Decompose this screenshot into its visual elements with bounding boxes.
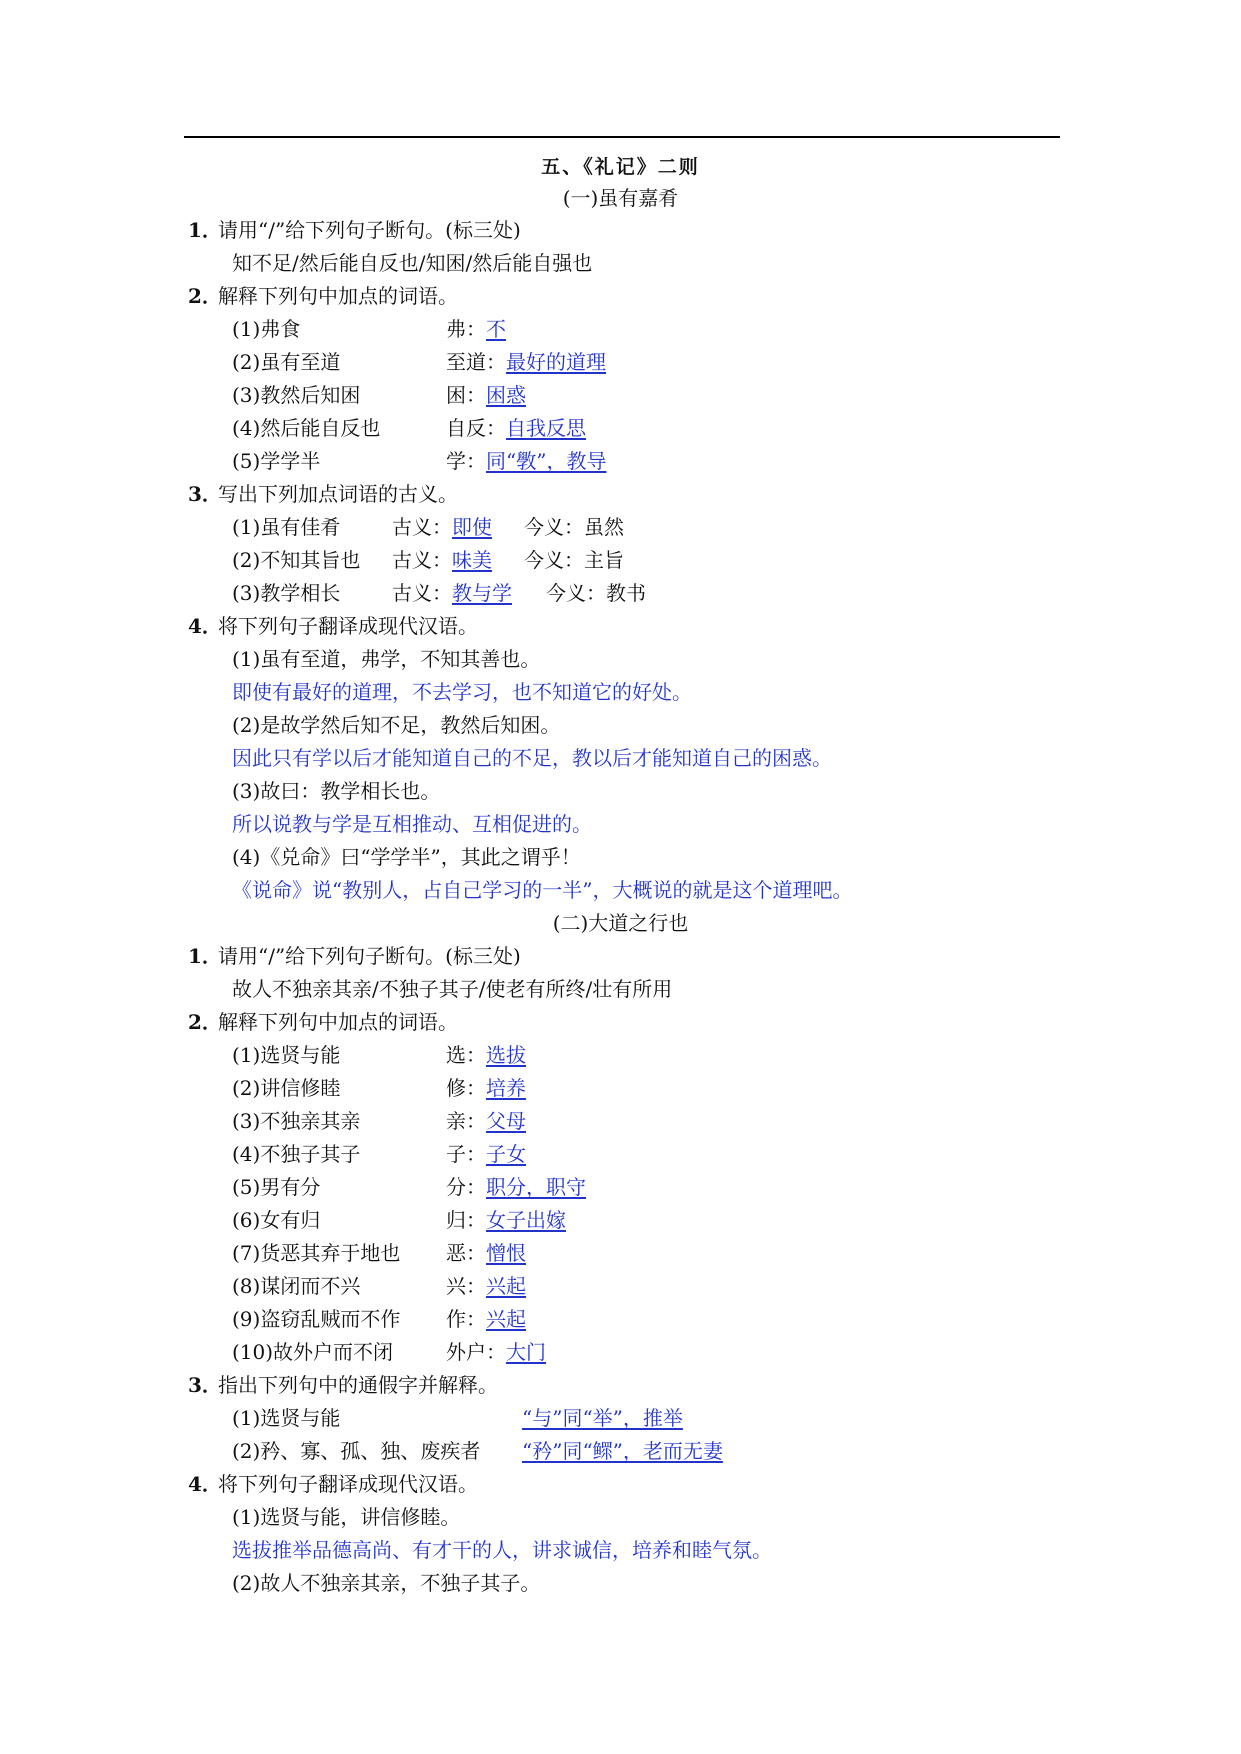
source-sentence: (1)选贤与能，讲信修睦。 bbox=[232, 1505, 461, 1529]
source-sentence: (1)虽有至道，弗学，不知其善也。 bbox=[232, 647, 541, 671]
item-phrase: (4)然后能自反也 bbox=[232, 416, 381, 440]
answer-text: 培养 bbox=[486, 1076, 526, 1100]
item-phrase: (7)货恶其弃于地也 bbox=[232, 1241, 401, 1265]
item-definition: 分：职分，职守 bbox=[446, 1175, 586, 1199]
answer-text: 因此只有学以后才能知道自己的不足，教以后才能知道自己的困惑。 bbox=[232, 746, 832, 770]
item-definition: 困：困惑 bbox=[446, 383, 526, 407]
question-number: 2． bbox=[188, 284, 222, 308]
item-phrase: (10)故外户而不闭 bbox=[232, 1340, 394, 1364]
item-definition: 弗：不 bbox=[446, 317, 506, 341]
answer-text: 味美 bbox=[452, 548, 492, 572]
answer-text: 教与学 bbox=[452, 581, 512, 605]
source-sentence: (2)故人不独亲其亲，不独子其子。 bbox=[232, 1571, 541, 1595]
item-definition: 选：选拔 bbox=[446, 1043, 526, 1067]
item-phrase: (1)弗食 bbox=[232, 317, 301, 341]
source-sentence: (2)是故学然后知不足，教然后知困。 bbox=[232, 713, 561, 737]
question-prompt: 将下列句子翻译成现代汉语。 bbox=[218, 1472, 478, 1496]
item-jin: 今义：虽然 bbox=[524, 515, 624, 539]
answer-text: “矜”同“鳏”，老而无妻 bbox=[522, 1439, 723, 1463]
answer-text: “与”同“举”，推举 bbox=[522, 1406, 683, 1430]
item-definition: 作：兴起 bbox=[446, 1307, 526, 1331]
source-sentence: (4)《兑命》曰“学学半”，其此之谓乎！ bbox=[232, 845, 581, 869]
item-gu: 古义：即使 bbox=[392, 515, 492, 539]
section-heading-1: (一)虽有嘉肴 bbox=[562, 186, 679, 210]
answer-text: 选拔推举品德高尚、有才干的人，讲求诚信，培养和睦气氛。 bbox=[232, 1538, 772, 1562]
item-phrase: (8)谋闭而不兴 bbox=[232, 1274, 361, 1298]
item-phrase: (9)盗窃乱贼而不作 bbox=[232, 1307, 401, 1331]
answer-text: 憎恨 bbox=[486, 1241, 526, 1265]
question-number: 2． bbox=[188, 1010, 222, 1034]
item-phrase: (3)教然后知困 bbox=[232, 383, 361, 407]
item-phrase: (1)虽有佳肴 bbox=[232, 515, 341, 539]
item-gu: 古义：教与学 bbox=[392, 581, 512, 605]
answer-text: 故人不独亲其亲/不独子其子/使老有所终/壮有所用 bbox=[232, 977, 673, 1001]
question-prompt: 指出下列句中的通假字并解释。 bbox=[218, 1373, 498, 1397]
page-title: 五、《礼记》二则 bbox=[541, 156, 700, 178]
question-prompt: 解释下列句中加点的词语。 bbox=[218, 1010, 458, 1034]
item-phrase: (3)不独亲其亲 bbox=[232, 1109, 361, 1133]
item-phrase: (3)教学相长 bbox=[232, 581, 341, 605]
item-definition: 子：子女 bbox=[446, 1142, 526, 1166]
item-definition: 兴：兴起 bbox=[446, 1274, 526, 1298]
item-phrase: (2)矜、寡、孤、独、废疾者 bbox=[232, 1439, 481, 1463]
answer-text: 《说命》说“教别人，占自己学习的一半”，大概说的就是这个道理吧。 bbox=[232, 878, 853, 902]
question-prompt: 请用“/”给下列句子断句。(标三处) bbox=[218, 218, 521, 242]
item-definition: 亲：父母 bbox=[446, 1109, 526, 1133]
item-jin: 今义：主旨 bbox=[524, 548, 624, 572]
question-number: 3． bbox=[188, 1373, 222, 1397]
question-number: 4． bbox=[188, 614, 222, 638]
answer-text: 自我反思 bbox=[506, 416, 586, 440]
item-definition: 学：同“斆”，教导 bbox=[446, 449, 607, 473]
item-phrase: (6)女有归 bbox=[232, 1208, 321, 1232]
answer-text: 困惑 bbox=[486, 383, 526, 407]
section-heading-2: (二)大道之行也 bbox=[552, 911, 689, 935]
question-prompt: 请用“/”给下列句子断句。(标三处) bbox=[218, 944, 521, 968]
top-rule bbox=[184, 136, 1060, 138]
item-definition: 外户：大门 bbox=[446, 1340, 546, 1364]
question-number: 1． bbox=[188, 944, 222, 968]
answer-text: 选拔 bbox=[486, 1043, 526, 1067]
question-number: 4． bbox=[188, 1472, 222, 1496]
item-phrase: (1)选贤与能 bbox=[232, 1043, 341, 1067]
answer-text: 即使有最好的道理，不去学习，也不知道它的好处。 bbox=[232, 680, 692, 704]
answer-text: 同“斆”，教导 bbox=[486, 449, 607, 473]
item-phrase: (5)学学半 bbox=[232, 449, 321, 473]
source-sentence: (3)故曰：教学相长也。 bbox=[232, 779, 441, 803]
question-number: 3． bbox=[188, 482, 222, 506]
answer-text: 不 bbox=[486, 317, 506, 341]
answer-text: 子女 bbox=[486, 1142, 526, 1166]
item-phrase: (1)选贤与能 bbox=[232, 1406, 341, 1430]
question-prompt: 写出下列加点词语的古义。 bbox=[218, 482, 458, 506]
item-phrase: (5)男有分 bbox=[232, 1175, 321, 1199]
answer-text: 兴起 bbox=[486, 1307, 526, 1331]
item-phrase: (4)不独子其子 bbox=[232, 1142, 361, 1166]
item-definition: 恶：憎恨 bbox=[446, 1241, 526, 1265]
answer-text: 知不足/然后能自反也/知困/然后能自强也 bbox=[232, 251, 593, 275]
item-definition: 自反：自我反思 bbox=[446, 416, 586, 440]
item-phrase: (2)讲信修睦 bbox=[232, 1076, 341, 1100]
question-number: 1． bbox=[188, 218, 222, 242]
answer-text: 兴起 bbox=[486, 1274, 526, 1298]
item-gu: 古义：味美 bbox=[392, 548, 492, 572]
answer-text: 父母 bbox=[486, 1109, 526, 1133]
answer-text: 所以说教与学是互相推动、互相促进的。 bbox=[232, 812, 592, 836]
item-definition: 至道：最好的道理 bbox=[446, 350, 606, 374]
question-prompt: 将下列句子翻译成现代汉语。 bbox=[218, 614, 478, 638]
question-prompt: 解释下列句中加点的词语。 bbox=[218, 284, 458, 308]
item-phrase: (2)虽有至道 bbox=[232, 350, 341, 374]
item-definition: 归：女子出嫁 bbox=[446, 1208, 566, 1232]
item-jin: 今义：教书 bbox=[546, 581, 646, 605]
answer-text: 大门 bbox=[506, 1340, 546, 1364]
answer-text: 职分，职守 bbox=[486, 1175, 586, 1199]
answer-text: 即使 bbox=[452, 515, 492, 539]
item-definition: 修：培养 bbox=[446, 1076, 526, 1100]
answer-text: 女子出嫁 bbox=[486, 1208, 566, 1232]
answer-text: 最好的道理 bbox=[506, 350, 606, 374]
item-phrase: (2)不知其旨也 bbox=[232, 548, 361, 572]
